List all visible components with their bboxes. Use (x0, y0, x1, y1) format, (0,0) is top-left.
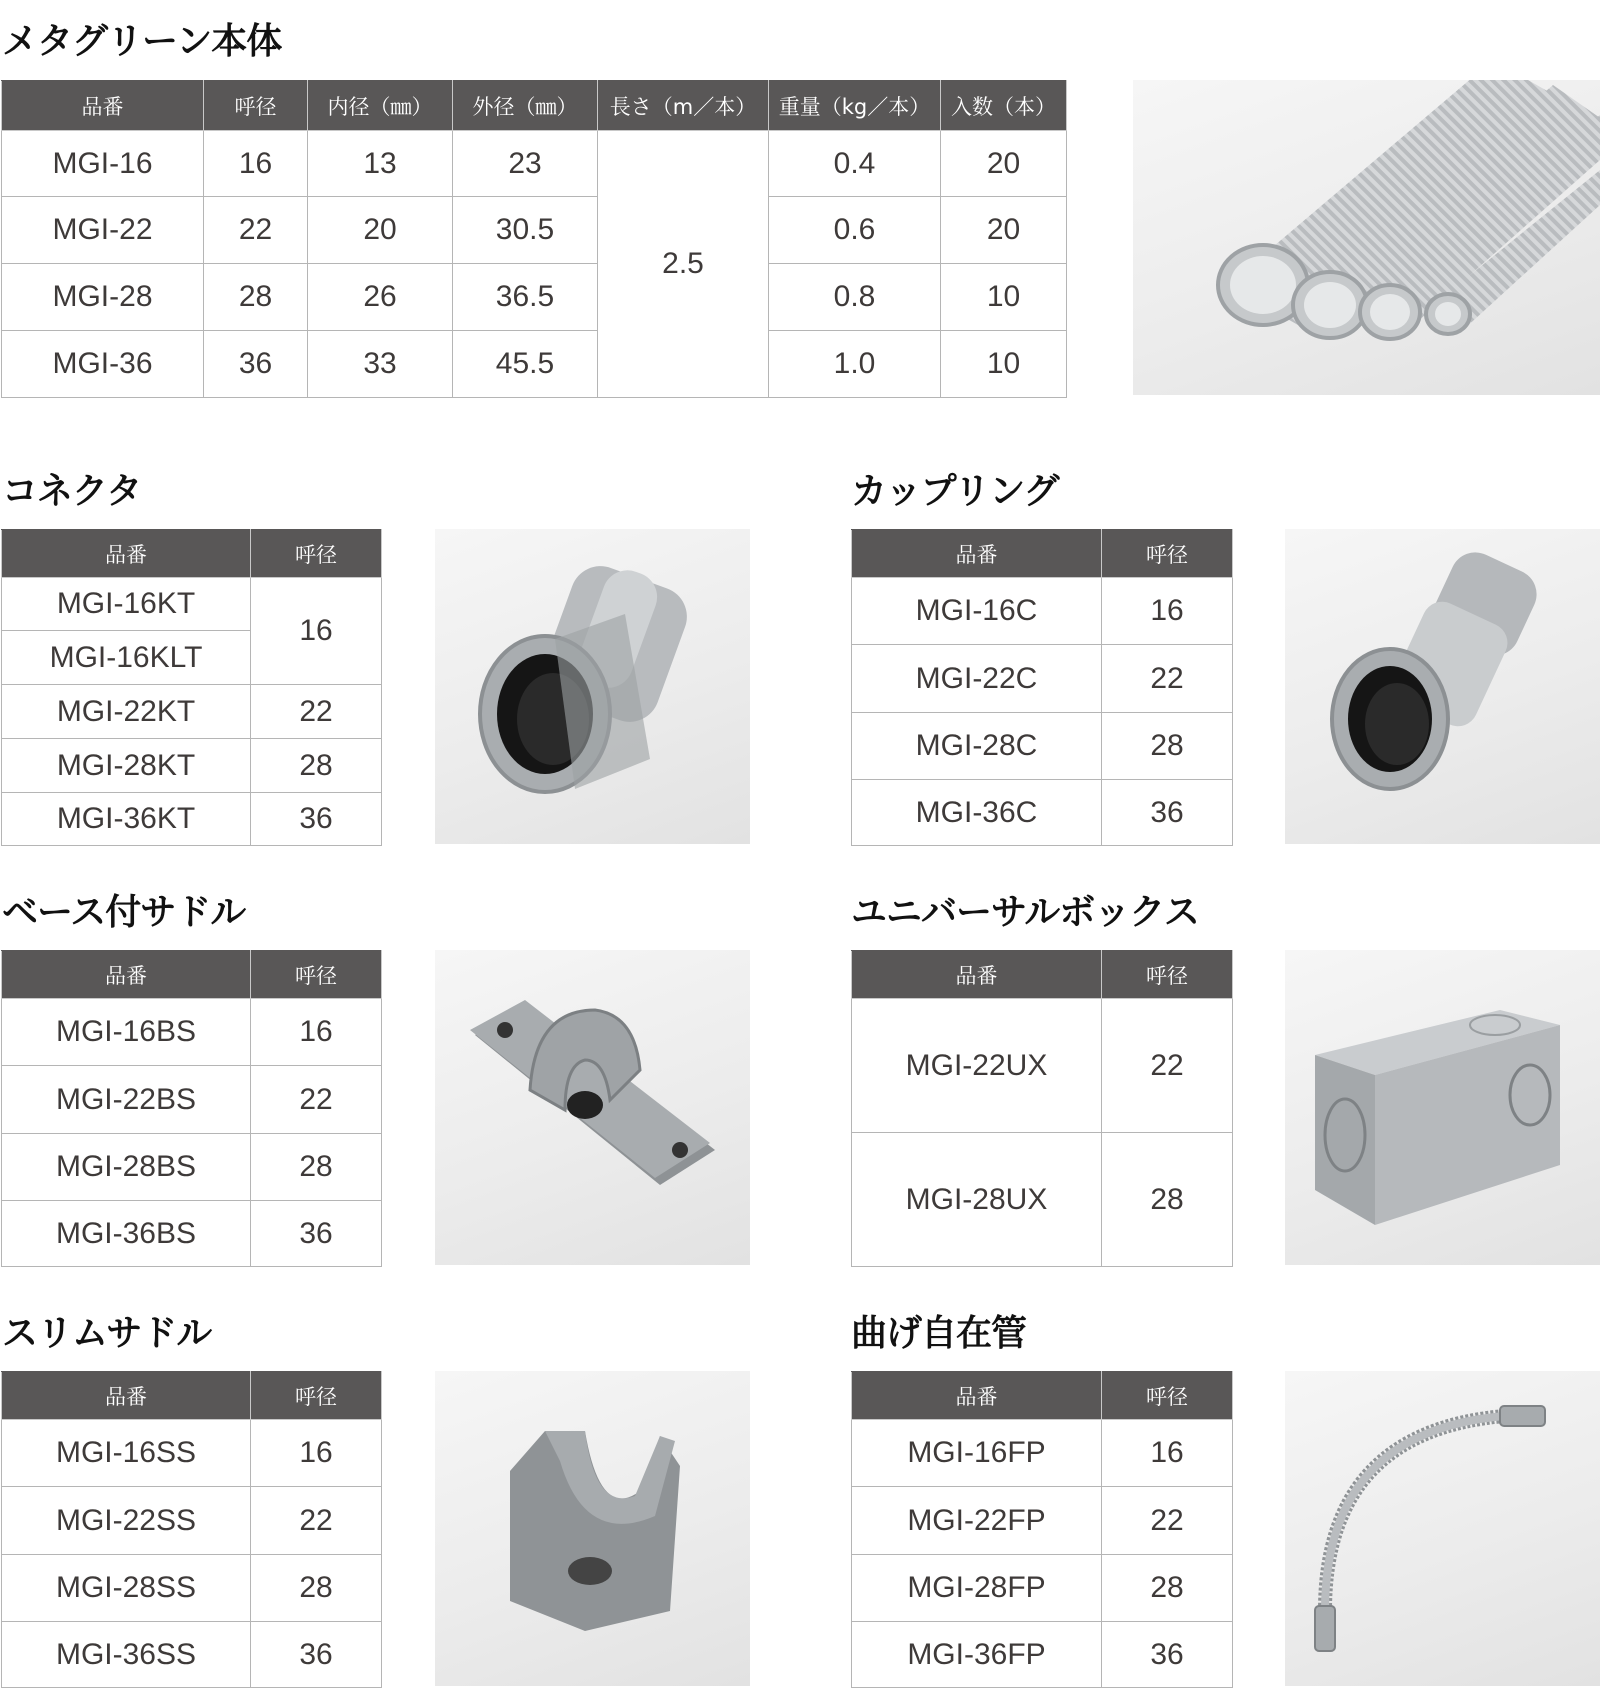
cell-outer-diameter: 36.5 (453, 264, 598, 331)
cell-inner-diameter: 26 (308, 264, 453, 331)
cell-part-number: MGI-36 (2, 331, 204, 398)
cell-part-number: MGI-28BS (2, 1134, 251, 1201)
cell-quantity: 20 (941, 197, 1067, 264)
cell-nominal-size: 28 (1102, 713, 1233, 780)
table-row (2, 739, 382, 793)
cell-nominal-size: 28 (204, 264, 308, 331)
cell-nominal-size: 28 (251, 1134, 382, 1201)
cell-quantity: 10 (941, 264, 1067, 331)
cell-part-number: MGI-16 (2, 131, 204, 197)
slim-saddle-photo (435, 1371, 750, 1686)
cell-part-number: MGI-28SS (2, 1555, 251, 1622)
cell-nominal-size: 36 (251, 1622, 382, 1688)
cell-outer-diameter: 23 (453, 131, 598, 197)
table-row (852, 1622, 1233, 1688)
header-part-number: 品番 (2, 81, 204, 131)
cell-nominal-size: 28 (251, 739, 382, 793)
cell-length: 2.5 (598, 131, 769, 398)
section-title-universal-box: ユニバーサルボックス (851, 892, 1199, 933)
table-row (2, 999, 382, 1066)
connector-photo (435, 529, 750, 844)
header-part-number: 品番 (2, 1372, 251, 1420)
cell-nominal-size: 36 (251, 1201, 382, 1267)
section-title-slim-saddle: スリムサドル (2, 1313, 212, 1354)
table-row (852, 1133, 1233, 1267)
table-row (2, 1134, 382, 1201)
cell-part-number: MGI-22C (852, 645, 1102, 713)
section-title-connector: コネクタ (2, 471, 142, 512)
cell-part-number: MGI-16FP (852, 1420, 1102, 1487)
section-title-base-saddle: ベース付サドル (2, 892, 246, 933)
flex-pipe-photo (1285, 1371, 1600, 1686)
section-title-flex-pipe: 曲げ自在管 (851, 1313, 1027, 1354)
table-row (2, 1420, 382, 1487)
cell-nominal-size: 16 (204, 131, 308, 197)
cell-part-number: MGI-22BS (2, 1066, 251, 1134)
table-row (2, 331, 1067, 398)
cell-weight: 0.6 (769, 197, 941, 264)
cell-part-number: MGI-36BS (2, 1201, 251, 1267)
cell-part-number: MGI-28 (2, 264, 204, 331)
table-row (2, 1555, 382, 1622)
header-outer-diameter: 外径（㎜） (453, 81, 598, 131)
table-row (852, 780, 1233, 846)
header-nominal-size: 呼径 (1102, 530, 1233, 578)
cell-part-number: MGI-16KT (2, 578, 251, 631)
cell-nominal-size: 16 (251, 999, 382, 1066)
table-row (2, 131, 1067, 197)
table-row (2, 264, 1067, 331)
cell-nominal-size: 36 (1102, 1622, 1233, 1688)
cell-part-number: MGI-36C (852, 780, 1102, 846)
header-part-number: 品番 (852, 1372, 1102, 1420)
cell-part-number: MGI-28FP (852, 1555, 1102, 1622)
cell-nominal-size: 28 (1102, 1555, 1233, 1622)
cell-part-number: MGI-22UX (852, 999, 1102, 1133)
table-row (852, 999, 1233, 1133)
cell-inner-diameter: 13 (308, 131, 453, 197)
cell-nominal-size: 16 (251, 578, 382, 685)
cell-inner-diameter: 20 (308, 197, 453, 264)
header-nominal-size: 呼径 (251, 951, 382, 999)
flex-pipe-spec-table (851, 1371, 1233, 1688)
header-length: 長さ（m／本） (598, 81, 769, 131)
cell-weight: 1.0 (769, 331, 941, 398)
table-row (2, 1487, 382, 1555)
section-title-coupling: カップリング (851, 471, 1059, 512)
cell-outer-diameter: 45.5 (453, 331, 598, 398)
header-quantity: 入数（本） (941, 81, 1067, 131)
table-row (2, 578, 382, 631)
header-nominal-size: 呼径 (1102, 1372, 1233, 1420)
cell-nominal-size: 28 (1102, 1133, 1233, 1267)
header-inner-diameter: 内径（㎜） (308, 81, 453, 131)
table-row (2, 793, 382, 846)
slim-saddle-spec-table (1, 1371, 382, 1688)
cell-nominal-size: 22 (1102, 645, 1233, 713)
table-row (852, 1487, 1233, 1555)
table-row (852, 1555, 1233, 1622)
cell-part-number: MGI-22FP (852, 1487, 1102, 1555)
main-spec-table (1, 80, 1067, 398)
table-row (852, 645, 1233, 713)
table-row (2, 1066, 382, 1134)
base-saddle-spec-table (1, 950, 382, 1267)
cell-part-number: MGI-36SS (2, 1622, 251, 1688)
cell-part-number: MGI-36KT (2, 793, 251, 846)
cell-part-number: MGI-22KT (2, 685, 251, 739)
coupling-spec-table (851, 529, 1233, 846)
cell-nominal-size: 36 (1102, 780, 1233, 846)
cell-nominal-size: 22 (1102, 1487, 1233, 1555)
cell-part-number: MGI-16BS (2, 999, 251, 1066)
conduit-pipes-photo (1133, 80, 1600, 395)
cell-part-number: MGI-16C (852, 578, 1102, 645)
table-row (2, 685, 382, 739)
cell-inner-diameter: 33 (308, 331, 453, 398)
cell-nominal-size: 22 (1102, 999, 1233, 1133)
cell-quantity: 10 (941, 331, 1067, 398)
header-part-number: 品番 (2, 530, 251, 578)
cell-part-number: MGI-28KT (2, 739, 251, 793)
cell-part-number: MGI-28UX (852, 1133, 1102, 1267)
base-saddle-photo (435, 950, 750, 1265)
section-title-main: メタグリーン本体 (2, 21, 282, 62)
cell-part-number: MGI-22 (2, 197, 204, 264)
header-nominal-size: 呼径 (204, 81, 308, 131)
cell-nominal-size: 22 (204, 197, 308, 264)
cell-nominal-size: 16 (1102, 578, 1233, 645)
table-row (852, 1420, 1233, 1487)
table-row (2, 1201, 382, 1267)
cell-weight: 0.8 (769, 264, 941, 331)
cell-nominal-size: 36 (204, 331, 308, 398)
cell-weight: 0.4 (769, 131, 941, 197)
cell-part-number: MGI-36FP (852, 1622, 1102, 1688)
header-weight: 重量（kg／本） (769, 81, 941, 131)
cell-part-number: MGI-16SS (2, 1420, 251, 1487)
cell-part-number: MGI-28C (852, 713, 1102, 780)
cell-nominal-size: 36 (251, 793, 382, 846)
table-row (2, 1622, 382, 1688)
header-part-number: 品番 (2, 951, 251, 999)
cell-part-number: MGI-22SS (2, 1487, 251, 1555)
header-nominal-size: 呼径 (1102, 951, 1233, 999)
header-part-number: 品番 (852, 951, 1102, 999)
cell-outer-diameter: 30.5 (453, 197, 598, 264)
table-row (2, 197, 1067, 264)
cell-nominal-size: 16 (1102, 1420, 1233, 1487)
header-nominal-size: 呼径 (251, 530, 382, 578)
cell-nominal-size: 22 (251, 685, 382, 739)
header-part-number: 品番 (852, 530, 1102, 578)
table-row (852, 713, 1233, 780)
connector-spec-table (1, 529, 382, 846)
cell-nominal-size: 16 (251, 1420, 382, 1487)
universal-box-spec-table (851, 950, 1233, 1267)
coupling-photo (1285, 529, 1600, 844)
cell-nominal-size: 28 (251, 1555, 382, 1622)
universal-box-photo (1285, 950, 1600, 1265)
header-nominal-size: 呼径 (251, 1372, 382, 1420)
cell-quantity: 20 (941, 131, 1067, 197)
cell-nominal-size: 22 (251, 1487, 382, 1555)
table-row (852, 578, 1233, 645)
cell-nominal-size: 22 (251, 1066, 382, 1134)
cell-part-number: MGI-16KLT (2, 631, 251, 685)
